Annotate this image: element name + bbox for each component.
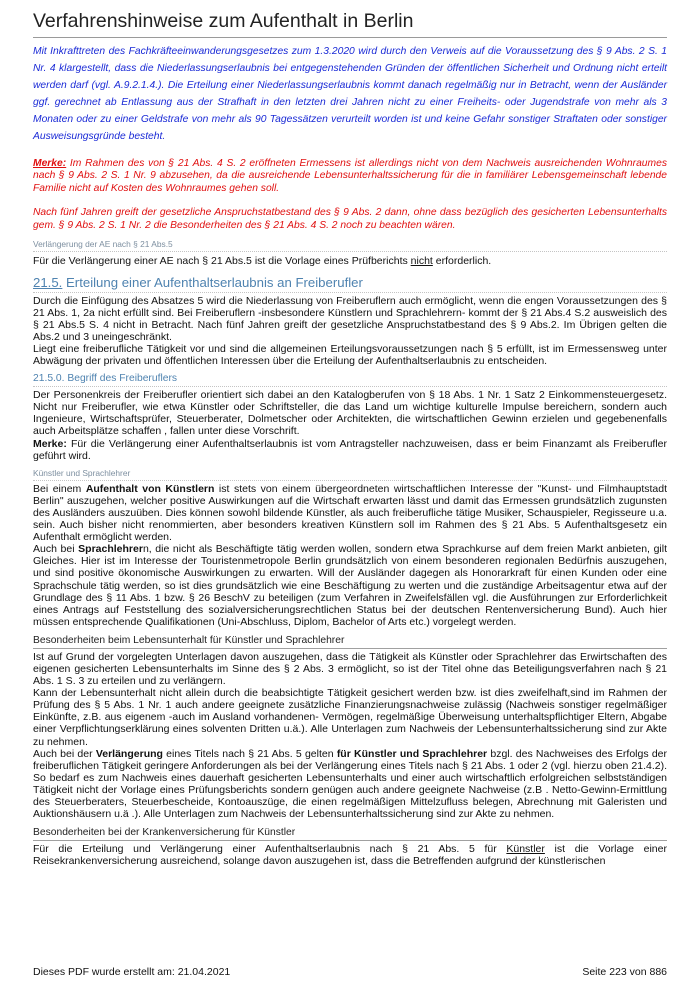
lebensunterhalt-paragraph-1: Ist auf Grund der vorgelegten Unterlagen davon auszugehen, dass die Tätigkeit als Künstler oder Sprachlehrer das Erwirtschaften des eigenen gesicherten Lebensunterhalts im Sinne des § 2 Abs. 3 ermöglicht, so ist der Titel ohne das Beteiligungsverfahren nach § 21 Abs. 1 S. 3 zu erteilen und zu verlängern. xyxy=(33,650,667,688)
lu-p3-a: Auch bei der xyxy=(33,747,96,760)
red-paragraph-2: Nach fünf Jahren greift der gesetzliche Anspruchstatbestand des § 9 Abs. 2 dann, ohne dass bezüglich des gesicherten Lebensunterhalts gem. § 9 Abs. 2 S. 1 Nr. 2 die Besonderheiten des § 21 Abs. 4 S. 2 noch zu beachten wären. xyxy=(33,207,667,231)
section-number-link[interactable]: 21.5. xyxy=(33,274,63,290)
footer-page-number: Seite 223 von 886 xyxy=(582,966,667,978)
kuenstler-paragraph-2 xyxy=(33,543,667,628)
verlaengerung-text-before: Für die Verlängerung einer AE nach § 21 Abs.5 ist die Vorlage eines Prüfberichts xyxy=(33,254,411,267)
merke-label: Merke: xyxy=(33,157,67,169)
freiberufler-merke-label: Merke: xyxy=(33,437,67,450)
freiberufler-merke-text: Für die Verlängerung einer Aufenthaltserlaubnis ist vom Antragsteller nachzuweisen, dass er beim Finanzamt als Freiberufler geführt wird. xyxy=(33,437,667,462)
freiberufler-paragraph: Der Personenkreis der Freiberufler orientiert sich dabei an den Katalogberufen von § 18 Abs. 1 Nr. 1 Satz 2 Einkommensteuergesetz. Nicht nur Freiberufler, wie etwa Künstler oder Schriftsteller, die das Land um wichtige kulturelle Impulse bereichern, sondern auch Ingenieure, Wirtschaftsprüfer, Steuerberater, Dolmetscher oder Architekten, die wirtschaftlichen Gewinn erzielen und gegebenenfalls auch Arbeitsplätze schaffen , fallen unter diese Vorschrift. xyxy=(33,389,667,438)
lebensunterhalt-paragraph-3 xyxy=(33,748,667,821)
freiberufler-merke xyxy=(33,438,667,462)
heading-besonderheiten-krankenversicherung: Besonderheiten bei der Krankenversicherung für Künstler xyxy=(33,827,667,841)
footer-created-date: Dieses PDF wurde erstellt am: 21.04.2021 xyxy=(33,966,231,978)
heading-besonderheiten-lebensunterhalt: Besonderheiten beim Lebensunterhalt für Künstler und Sprachlehrer xyxy=(33,635,667,649)
lu-p3-e: bzgl. des Nachweises des Erfolgs der freiberuflichen Tätigkeit geringere Anforderungen als bei der Verlängerung eines Titels nach § 21 Abs. 1 oder 2 (vgl. hierzu oben 21.4.2). So bedarf es zum Nachweis eines dauerhaft gesicherten Lebensunterhalts und einer auch wirtschaftlich erfolgreichen selbstständigen Tätigkeit nicht der Vorlage eines Prüfungsberichts sondern genügen auch andere geeignete Nachweise (z.B . Netto-Gewinn-Ermittlung des Steuerberaters, Steuerbescheide, Kontoauszüge, die einen regelmäßigen Mittelzufluss belegen, Abrechnung mit Galeristen und Auktionshäusern u.ä .). Alle Unterlagen zum Nachweis der Lebensunterhaltssicherung sind zur Akte zu nehmen. xyxy=(33,747,668,821)
merke-text: Im Rahmen des von § 21 Abs. 4 S. 2 eröffneten Ermessens ist allerdings nicht von dem Nachweis ausreichenden Wohnraumes nach § 9 Abs. 2 S. 1 Nr. 9 abzusehen, da die ausreichende Lebensunterhaltssicherung für die in familiärer Lebensgemeinschaft lebende Familie nicht auf Kosten des Wohnraumes gehen soll. xyxy=(33,157,667,194)
page-title: Verfahrenshinweise zum Aufenthalt in Berlin xyxy=(33,10,414,32)
kuenstler-p2-bold: Sprachlehrer xyxy=(78,543,143,556)
section-title-text: Erteilung einer Aufenthaltserlaubnis an Freiberufler xyxy=(62,274,363,290)
verlaengerung-text-after: erforderlich. xyxy=(432,254,492,267)
lu-p3-bold-2: für Künstler und Sprachlehrer xyxy=(336,747,488,760)
subsection-heading-21-5-0: 21.5.0. Begriff des Freiberuflers xyxy=(33,373,667,387)
lu-p3-c: eines Titels nach § 21 Abs. 5 gelten xyxy=(162,747,337,760)
krankenversicherung-paragraph xyxy=(33,843,667,867)
lu-p3-bold-1: Verlängerung xyxy=(95,747,163,760)
verlaengerung-paragraph xyxy=(33,255,667,267)
verlaengerung-underlined: nicht xyxy=(410,254,433,267)
merke-paragraph-red xyxy=(33,158,667,196)
label-kuenstler: Künstler und Sprachlehrer xyxy=(33,468,667,481)
kuenstler-paragraph-1 xyxy=(33,483,667,543)
section-21-5-paragraph-2: Liegt eine freiberufliche Tätigkeit vor und sind die allgemeinen Erteilungsvoraussetzungen nach § 5 erfüllt, ist im Ermessensweg unter Abwägung der privaten und öffentlichen Interessen über die Erteilung der Aufenthaltserlaubnis zu entscheiden. xyxy=(33,343,667,368)
section-21-5-paragraph-1: Durch die Einfügung des Absatzes 5 wird die Niederlassung von Freiberuflern auch ermöglicht, wenn die engen Voraussetzungen des § 21 Abs. 1, 2a nicht erfüllt sind. Bei Freiberuflern -insbesondere Künstlern und Sprachlehrern- kommt der § 21 Abs.4 S.2 ausweislich des § 21 Abs.5 S. 4 nicht in Betracht. Nach fünf Jahren greift der gesetzliche Anspruchstatbestand des § 9 Abs.2. Im Übrigen gelten die Abs.2 und 3 uneingeschränkt. xyxy=(33,294,667,343)
kv-p1-a: Für die Erteilung und Verlängerung einer Aufenthaltserlaubnis nach § 21 Abs. 5 für xyxy=(33,843,507,856)
page-footer xyxy=(33,966,667,978)
kuenstler-p2-c: n, die nicht als Beschäftigte tätig werden wollen, sondern etwa Sprachkurse auf dem freien Markt anbieten, gilt Gleiches. Hier ist im Interesse der Touristenmetropole Berlin grundsätzlich von einem besonderen regionalen Bedürfnis auszugehen, und sind positive ökonomische Auswirkungen zu erwarten. Will der Ausländer dagegen als Honorarkraft für einen Kunden oder eine Sprachschule tätig werden, so ist dies grundsätzlich wie eine Beschäftigung zu werten und die zuständige Arbeitsagentur etwa auf der Grundlage des § 11 Abs. 1 bzw. § 26 BeschV zu beteiligen (zum Verfahren in Zweifelsfällen vgl. die Ausführungen zur Erforderlichkeit eines Antrags auf Feststellung des sozialversicherungsrechtlichen Status bei der deutschen Rentenversicherung Bund). Auch hier müssen entsprechende Qualifikationen (Uni-Abschluss, Diplom, Bachelor of Arts etc.) vorgelegt werden. xyxy=(33,543,667,628)
kuenstler-p1-bold: Aufenthalt von Künstlern xyxy=(85,482,215,495)
intro-paragraph-blue: Mit Inkrafttreten des Fachkräfteeinwanderungsgesetzes zum 1.3.2020 wird durch den Verweis auf die Voraussetzung des § 9 Abs. 2 S. 1 Nr. 4 klargestellt, dass die Niederlassungserlaubnis bei entgegenstehenden Gründen der öffentlichen Sicherheit und Ordnung nicht erteilt werden darf (vgl. A.9.2.1.4.). Die Erteilung einer Niederlassungserlaubnis kommt danach regelmäßig nur in Betracht, wenn der Ausländer ggf. gerechnet ab Entlassung aus der Strafhaft in den letzten drei Jahren nicht zu einer Freiheits- oder Jugendstrafe von mehr als 3 Monaten oder zu einer Geldstrafe von mehr als 90 Tagessätzen verurteilt worden ist und keine Gefahr sonstiger Straftaten oder sonstiger Ausweisungsgründe besteht. xyxy=(33,46,667,143)
title-divider xyxy=(33,37,667,38)
kuenstler-p2-a: Auch bei xyxy=(33,543,79,556)
kv-p1-b: ist die Vorlage einer Reisekrankenversicherung ausreichend, solange davon auszugehen ist, dass die Betreffenden aufgrund der künstlerischen xyxy=(33,843,667,868)
lebensunterhalt-paragraph-2: Kann der Lebensunterhalt nicht allein durch die beabsichtigte Tätigkeit gesichert werden bzw. ist dies zweifelhaft,sind im Rahmen der Prüfung des § 5 Abs. 1 Nr. 1 auch andere geeignete zusätzliche Finanzierungsnachweise zulässig (Nachweis sonstiger regelmäßiger Einkünfte, z.B. aus eigenem -auch im Ausland vorhandenen- Vermögen, regelmäßige Überweisung unterhaltspflichtiger Eltern, Abgabe einer Verpflichtungserklärung eines solventen Dritten u.ä.). Alle Unterlagen zum Nachweis der Lebensunterhaltssicherung sind zur Akte zu nehmen. xyxy=(33,687,667,748)
section-heading-21-5 xyxy=(33,275,667,293)
kv-p1-underlined: Künstler xyxy=(506,843,545,856)
document-page xyxy=(33,10,667,867)
kuenstler-p1-c: ist stets von einem übergeordneten wirtschaftlichen Interesse der "Kunst- und Filmhauptstadt Berlin" auszugehen, welcher positive Auswirkungen auf die Wirtschaft erwarten lässt und damit das Ermessen grundsätzlich zugunsten des Ausländers auszuüben. Dies können sowohl bildende Künstler, als auch freiberufliche tätige Musiker, Schauspieler, Regisseure u.a. sein. Auch bisher nicht renommierten, aber besonders kreativen Künstlern soll im Rahmen des § 21 Abs. 5 Aufenthaltsgesetz ein Aufenthalt ermöglicht werden. xyxy=(33,482,668,544)
label-verlaengerung: Verlängerung der AE nach § 21 Abs.5 xyxy=(33,239,667,252)
kuenstler-p1-a: Bei einem xyxy=(33,482,86,495)
